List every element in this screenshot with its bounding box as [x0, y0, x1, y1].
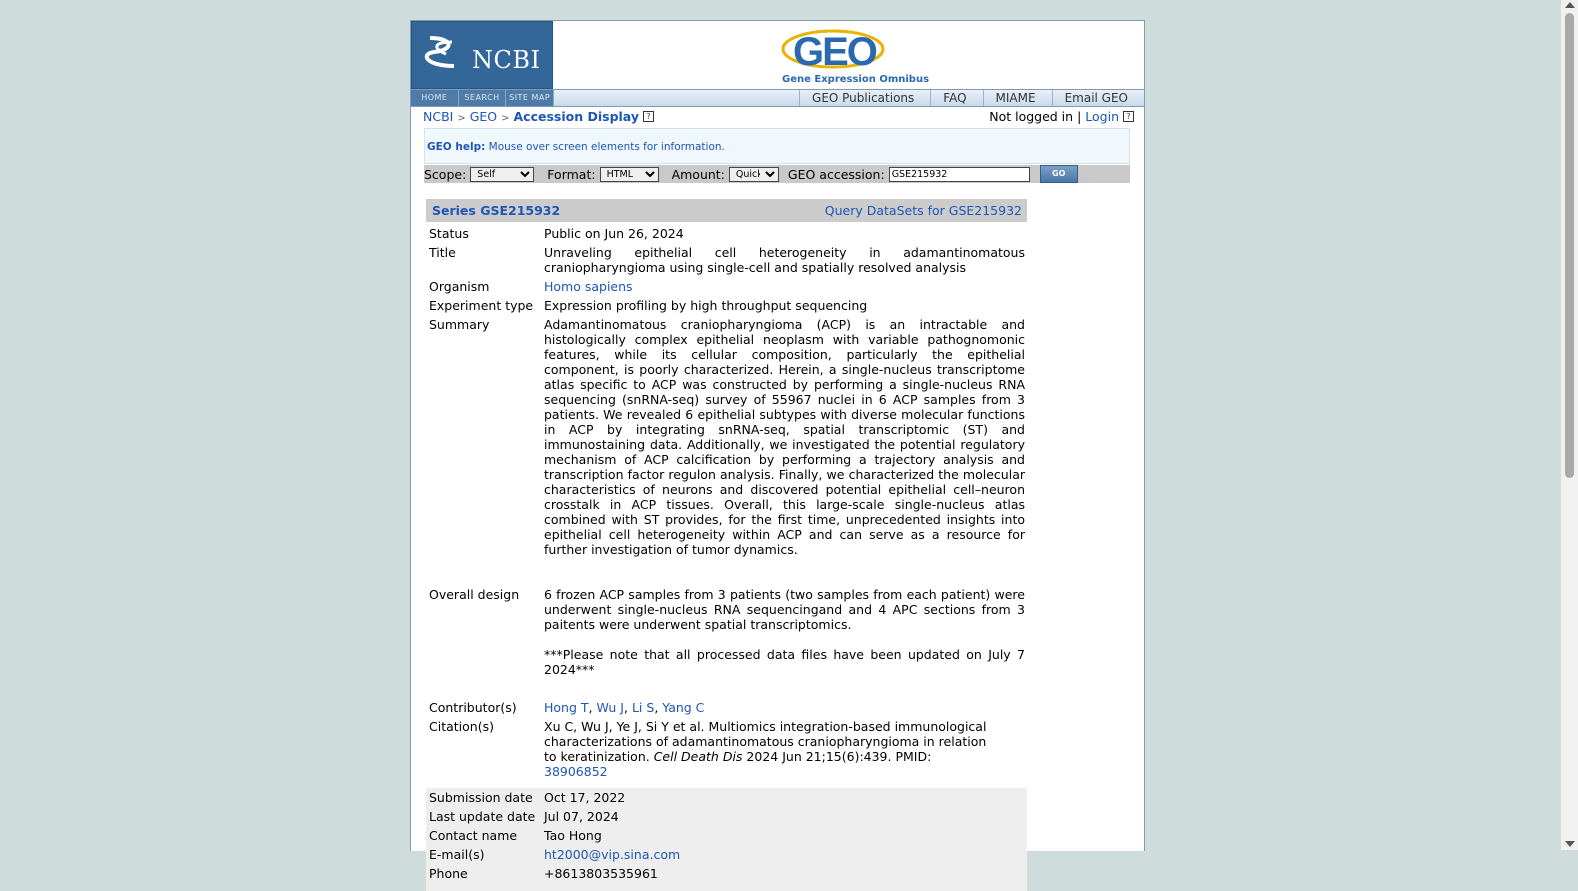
table-row — [426, 587, 1027, 677]
contributor-link[interactable]: Yang C — [662, 700, 705, 715]
phone-value: +8613803535961 — [544, 866, 1027, 881]
experiment-type-value: Expression profiling by high throughput sequencing — [544, 298, 868, 313]
nav-site-map[interactable]: SITE MAP — [506, 90, 554, 106]
nav-email-geo[interactable]: Email GEO — [1052, 90, 1144, 106]
ncbi-logo[interactable] — [411, 21, 553, 89]
login-link[interactable]: Login — [1085, 109, 1119, 124]
geo-help-box — [424, 128, 1130, 164]
breadcrumb-geo[interactable]: GEO — [469, 109, 498, 124]
table-row — [426, 298, 1027, 313]
question-mark-icon[interactable]: ? — [1123, 111, 1134, 122]
series-header — [426, 199, 1027, 222]
experiment-type-label: Experiment type — [429, 298, 534, 313]
breadcrumb-separator: > — [501, 113, 510, 124]
login-area — [989, 109, 1134, 124]
scope-select[interactable] — [470, 167, 534, 182]
title-label: Title — [429, 245, 456, 260]
series-table — [426, 222, 1027, 891]
last-update-value: Jul 07, 2024 — [544, 809, 1027, 824]
overall-design-label: Overall design — [429, 587, 520, 602]
contributor-separator: , — [623, 700, 628, 715]
table-row — [426, 700, 1027, 715]
go-button[interactable]: GO — [1040, 165, 1078, 183]
geo-page — [410, 20, 1145, 881]
nav-faq[interactable]: FAQ — [930, 90, 982, 106]
login-divider: | — [1077, 109, 1082, 124]
overall-design-value: 6 frozen ACP samples from 3 patients (two samples from each patient) were underwent single-nucleus RNA sequencingand and 4 APC sections from 3 paitents were underwent spatial transcriptomics. — [544, 587, 1025, 632]
dna-helix-icon — [424, 34, 462, 74]
organism-label: Organism — [429, 279, 490, 294]
breadcrumb-separator: > — [457, 113, 466, 124]
scrollbar-thumb[interactable] — [1565, 13, 1574, 478]
contributor-separator: , — [588, 700, 593, 715]
amount-select[interactable] — [729, 167, 779, 182]
phone-label: Phone — [426, 866, 544, 881]
contact-name-label: Contact name — [426, 828, 544, 843]
breadcrumb-ncbi[interactable]: NCBI — [423, 109, 454, 124]
accession-input[interactable] — [889, 167, 1030, 182]
summary-label: Summary — [429, 317, 490, 332]
format-select[interactable] — [600, 167, 659, 182]
contributor-link[interactable]: Hong T — [544, 700, 589, 715]
geo-logo[interactable] — [771, 27, 930, 89]
page-scrollbar[interactable] — [1561, 0, 1578, 850]
contact-name-value: Tao Hong — [544, 828, 1027, 843]
query-datasets-link[interactable]: Query DataSets for GSE215932 — [824, 203, 1022, 218]
nav-home[interactable]: HOME — [411, 90, 459, 106]
citation-label: Citation(s) — [429, 719, 494, 734]
table-row — [426, 245, 1027, 275]
pmid-link[interactable]: 38906852 — [544, 764, 608, 779]
ncbi-logo-text: NCBI — [472, 46, 541, 74]
geo-logo-graphic — [771, 27, 911, 73]
question-mark-icon[interactable]: ? — [643, 111, 654, 122]
series-content — [426, 199, 1027, 891]
breadcrumb-current: Accession Display — [513, 109, 640, 124]
title-value: Unraveling epithelial cell heterogeneity in adamantinomatous craniopharyngioma using single-cell and spatially resolved analysis — [544, 245, 1025, 275]
login-status: Not logged in — [989, 109, 1074, 124]
table-row — [426, 828, 1027, 843]
help-label: GEO help: — [427, 141, 486, 153]
table-row — [426, 226, 1027, 241]
table-row — [426, 279, 1027, 294]
scope-label: Scope: — [424, 166, 467, 182]
scroll-up-icon[interactable] — [1565, 2, 1575, 8]
nav-search[interactable]: SEARCH — [459, 90, 507, 106]
overall-design-note: ***Please note that all processed data files have been updated on July 7 2024*** — [544, 647, 1025, 677]
table-row — [426, 866, 1027, 881]
citation-text: Xu C, Wu J, Ye J, Si Y et al. Multiomics integration-based immunological characterizations of adamantinomatous craniopharyngioma in relation to keratinization. — [544, 719, 987, 764]
table-row — [426, 317, 1027, 557]
citation-journal: Cell Death Dis — [653, 749, 743, 764]
accession-form — [424, 165, 1130, 183]
last-update-label: Last update date — [426, 809, 544, 824]
geo-logo-text: GEO — [793, 30, 876, 74]
series-title: Series GSE215932 — [432, 203, 561, 218]
organism-link[interactable]: Homo sapiens — [544, 279, 633, 294]
email-label: E-mail(s) — [426, 847, 544, 862]
table-row — [426, 788, 1027, 805]
contributor-separator: , — [654, 700, 659, 715]
breadcrumb — [423, 109, 654, 124]
table-row — [426, 847, 1027, 862]
contributor-link[interactable]: Wu J — [596, 700, 624, 715]
format-label: Format: — [547, 166, 596, 182]
submission-date-value: Oct 17, 2022 — [544, 788, 1027, 805]
accession-label: GEO accession: — [787, 166, 885, 182]
contributor-link[interactable]: Li S — [631, 700, 655, 715]
summary-value: Adamantinomatous craniopharyngioma (ACP) is an intractable and histologically complex epithelial neoplasm with variable pathognomonic features, while its cellular composition, particularly the epithelial component, is poorly characterized. Herein, a single-nucleus transcriptome atlas specific to ACP was constructed by performing a single-nucleus RNA sequencing (snRNA-seq) survey of 55967 nuclei in 6 ACP samples from 3 patients. We revealed 6 epithelial subtypes with diverse molecular functions in ACP by integrating snRNA-seq, spatial transcriptomic (ST) and immunostaining data. Additionally, we investigated the potential regulatory mechanism of ACP calcification by performing a trajectory analysis and transcription factor regulon analysis. Finally, we characterized the molecular characteristics of neurons and discovered potential epithelial cell–neuron crosstalk in ACP tissues. Overall, this large-scale single-nucleus atlas combined with ST provides, for the first time, unprecedented insights into epithelial cell heterogeneity within ACP and can serve as a resource for further investigation of tumor dynamics. — [544, 317, 1025, 557]
citation-details: 2024 Jun 21;15(6):439. PMID: — [746, 749, 932, 764]
email-link[interactable]: ht2000@vip.sina.com — [544, 847, 681, 862]
geo-logo-subtitle: Gene Expression Omnibus — [782, 74, 930, 85]
ncbi-nav — [411, 90, 554, 106]
table-row — [426, 719, 1027, 779]
nav-bar — [411, 89, 1144, 107]
nav-miame[interactable]: MIAME — [983, 90, 1052, 106]
help-text: Mouse over screen elements for information. — [488, 141, 725, 153]
nav-geo-publications[interactable]: GEO Publications — [799, 90, 930, 106]
status-label: Status — [429, 226, 469, 241]
status-value: Public on Jun 26, 2024 — [544, 226, 684, 241]
geo-nav — [799, 90, 1144, 106]
submission-date-label: Submission date — [426, 788, 544, 805]
table-row — [426, 809, 1027, 824]
amount-label: Amount: — [671, 166, 725, 182]
scroll-down-icon[interactable] — [1565, 841, 1575, 847]
contributors-label: Contributor(s) — [429, 700, 517, 715]
